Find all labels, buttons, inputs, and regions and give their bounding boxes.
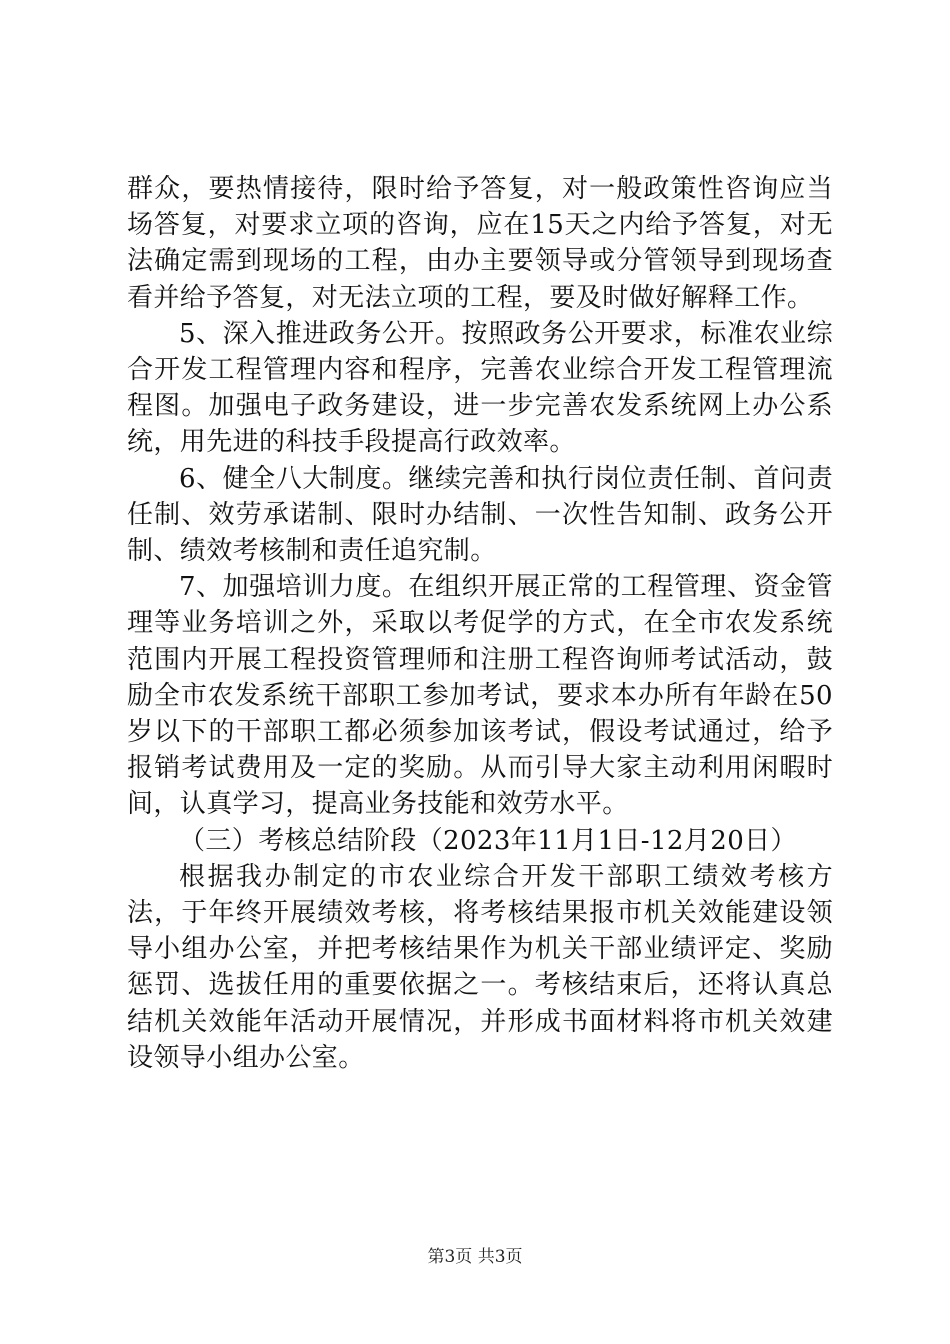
paragraph-continuation: 群众，要热情接待，限时给予答复，对一般政策性咨询应当场答复，对要求立项的咨询，应在15天之内给予答复，对无法确定需到现场的工程，由办主要领导或分管领导到现场查看并给予答复，对无法立项的工程，要及时做好解释工作。 [127,174,833,313]
paragraph-assessment: 根据我办制定的市农业综合开发干部职工绩效考核方法，于年终开展绩效考核，将考核结果报市机关效能建设领导小组办公室，并把考核结果作为机关干部业绩评定、奖励惩罚、选拔任用的重要依据之一。考核结束后，还将认真总结机关效能年活动开展情况，并形成书面材料将市机关效建设领导小组办公室。 [127,861,833,1073]
section-heading: （三）考核总结阶段（2023年11月1日-12月20日） [179,825,797,856]
document-body [127,171,833,1076]
paragraph-item-5: 5、深入推进政务公开。按照政务公开要求，标准农业综合开发工程管理内容和程序，完善农业综合开发工程管理流程图。加强电子政务建设，进一步完善农发系统网上办公系统，用先进的科技手段提高行政效率。 [127,318,833,458]
paragraph-item-7: 7、加强培训力度。在组织开展正常的工程管理、资金管理等业务培训之外，采取以考促学的方式，在全市农发系统范围内开展工程投资管理师和注册工程咨询师考试活动，鼓励全市农发系统干部职工参加考试，要求本办所有年龄在50岁以下的干部职工都必须参加该考试，假设考试通过，给予报销考试费用及一定的奖励。从而引导大家主动利用闲暇时间，认真学习，提高业务技能和效劳水平。 [127,572,833,820]
page-footer: 第3页 共3页 [427,1247,523,1267]
paragraph-item-6: 6、健全八大制度。继续完善和执行岗位责任制、首问责任制、效劳承诺制、限时办结制、一次性告知制、政务公开制、绩效考核制和责任追究制。 [127,463,833,567]
